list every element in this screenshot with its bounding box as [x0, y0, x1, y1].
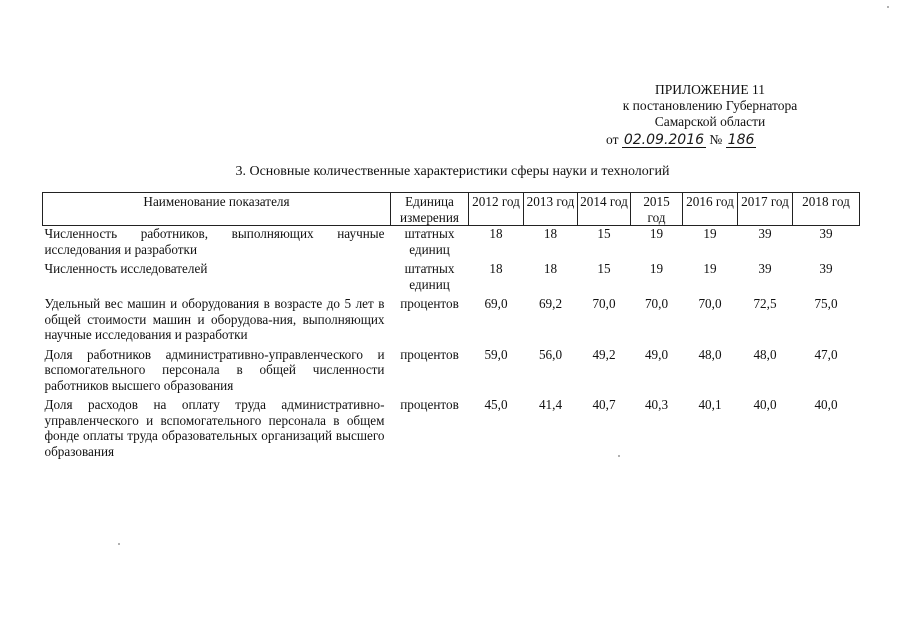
value-2012: 69,0 — [484, 296, 508, 311]
indicators-table — [42, 192, 860, 463]
indicator-unit: штатных единиц — [404, 226, 455, 257]
value-2013: 56,0 — [538, 346, 563, 362]
header-cell-2018: 2018 год — [793, 193, 860, 226]
value-2014: 15 — [597, 226, 611, 241]
value-2017: 72,5 — [753, 296, 777, 311]
value-2015: 49,0 — [644, 346, 669, 362]
value-2013: 41,4 — [538, 397, 563, 412]
indicators-table-wrap — [42, 192, 859, 463]
value-2016: 40,1 — [698, 397, 722, 412]
appendix-decree-line: к постановлению Губернатора — [622, 98, 798, 113]
value-2015: 40,3 — [644, 397, 669, 412]
header-cell-2014: 2014 год — [578, 193, 631, 226]
value-2013: 18 — [543, 226, 558, 241]
value-2015: 19 — [649, 261, 664, 276]
value-2014: 15 — [597, 261, 611, 276]
table-header-row — [43, 193, 860, 226]
value-2017: 40,0 — [753, 397, 777, 412]
table-row — [43, 347, 860, 398]
value-2016: 19 — [703, 261, 717, 276]
value-2017: 48,0 — [753, 346, 777, 362]
indicator-name: Численность исследователей — [44, 261, 208, 276]
table-row — [43, 296, 860, 347]
indicator-name: Численность работников, выполняющих научные исследования и разработки — [44, 226, 385, 257]
value-2016: 70,0 — [698, 296, 722, 311]
value-2016: 19 — [703, 226, 717, 241]
value-2012: 18 — [489, 261, 503, 276]
number-label: № — [709, 132, 723, 147]
header-cell-2012: 2012 год — [469, 193, 524, 226]
decree-date: 02.09.2016 — [623, 132, 705, 148]
table-row — [43, 261, 860, 296]
table-row — [43, 397, 860, 463]
scan-speck — [887, 6, 889, 8]
indicator-unit: процентов — [400, 397, 459, 412]
value-2015: 70,0 — [644, 296, 669, 311]
scan-speck — [118, 543, 120, 545]
value-2014: 70,0 — [592, 296, 616, 311]
value-2018: 47,0 — [814, 346, 838, 362]
from-label: от — [606, 132, 619, 147]
appendix-title: ПРИЛОЖЕНИЕ 11 — [654, 82, 766, 97]
value-2013: 18 — [543, 261, 558, 276]
appendix-header — [560, 82, 860, 130]
header-cell-2015: 2015 год — [631, 193, 683, 226]
section-title: 3. Основные количественные характеристики сферы науки и технологий — [235, 164, 670, 179]
indicator-name: Доля работников административно-управленческого и вспомогательного персонала в общей численности работников высшего образования — [44, 346, 385, 393]
indicator-unit: процентов — [400, 296, 459, 311]
value-2012: 59,0 — [484, 346, 508, 362]
decree-number: 186 — [727, 132, 755, 148]
header-cell-name: Наименование показателя — [43, 193, 391, 226]
value-2017: 39 — [758, 261, 772, 276]
indicator-unit: процентов — [400, 346, 459, 362]
scan-speck — [618, 455, 620, 457]
appendix-region-line: Самарской области — [654, 114, 766, 129]
value-2012: 18 — [489, 226, 503, 241]
value-2018: 40,0 — [814, 397, 838, 412]
value-2012: 45,0 — [484, 397, 508, 412]
value-2014: 40,7 — [592, 397, 616, 412]
decree-date-line — [606, 132, 756, 148]
table-row — [43, 226, 860, 262]
value-2017: 39 — [758, 226, 772, 241]
value-2013: 69,2 — [538, 296, 563, 311]
value-2015: 19 — [649, 226, 664, 241]
indicator-name: Удельный вес машин и оборудования в возрасте до 5 лет в общей стоимости машин и оборудова-ния, выполняющих научные исследования и разработки — [44, 296, 385, 342]
value-2016: 48,0 — [698, 346, 722, 362]
value-2018: 39 — [819, 261, 833, 276]
header-cell-2017: 2017 год — [738, 193, 793, 226]
value-2018: 75,0 — [814, 296, 838, 311]
value-2014: 49,2 — [592, 346, 616, 362]
indicator-unit: штатных единиц — [404, 261, 455, 292]
indicator-name: Доля расходов на оплату труда административно-управленческого и вспомогательного персонала в общем фонде оплаты труда образовательных организаций высшего образования — [44, 397, 385, 459]
value-2018: 39 — [819, 226, 833, 241]
header-cell-unit: Единица измерения — [391, 193, 469, 226]
header-cell-2016: 2016 год — [683, 193, 738, 226]
header-cell-2013: 2013 год — [524, 193, 578, 226]
